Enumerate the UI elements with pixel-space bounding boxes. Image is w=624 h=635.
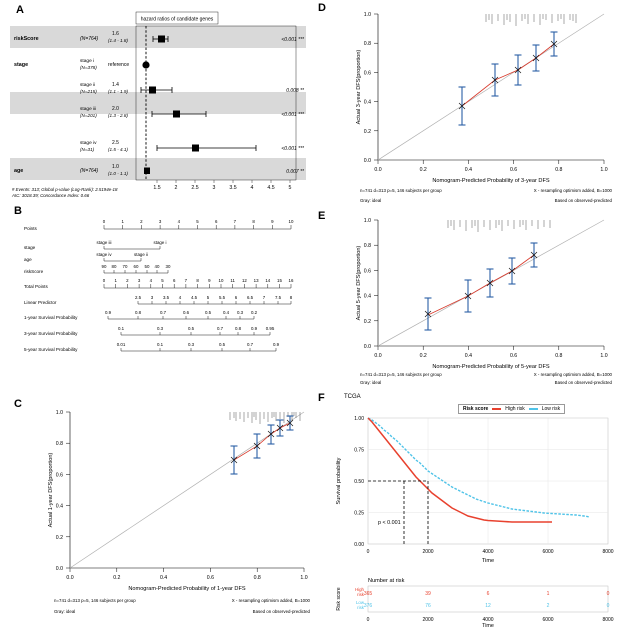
svg-text:age: age (24, 257, 32, 262)
svg-text:0.3: 0.3 (187, 342, 195, 347)
svg-text:0.4: 0.4 (363, 293, 371, 300)
svg-text:2: 2 (140, 219, 143, 224)
svg-text:<0.001 ***: <0.001 *** (281, 146, 304, 152)
risk-xlabel: Time (482, 623, 494, 627)
svg-text:3: 3 (137, 278, 141, 283)
panel-c (8, 398, 318, 628)
svg-text:1.0: 1.0 (112, 164, 119, 170)
svg-text:stage iv: stage iv (96, 252, 112, 257)
svg-text:0.2: 0.2 (55, 534, 63, 541)
svg-text:3: 3 (212, 185, 216, 191)
svg-text:0.8: 0.8 (253, 575, 261, 581)
svg-text:3.5: 3.5 (162, 295, 170, 300)
e-footer: n=741 d=313 p=5, 146 subjects per group X - resampling optimism added, B=1000 Gray: ideal Based on observed-predicted (360, 372, 612, 386)
svg-text:0.2: 0.2 (363, 128, 371, 135)
svg-text:9: 9 (271, 219, 274, 224)
c-xlabel: Nomogram-Predicted Probability of 1-year DFS (128, 586, 246, 592)
svg-text:1.6: 1.6 (112, 31, 119, 37)
svg-text:10: 10 (288, 219, 294, 224)
svg-text:0.6: 0.6 (363, 70, 371, 77)
svg-text:3: 3 (158, 219, 162, 224)
d-xlabel: Nomogram-Predicted Probability of 3-year DFS (432, 178, 550, 184)
svg-text:0.5: 0.5 (218, 342, 226, 347)
svg-text:8: 8 (196, 278, 199, 283)
svg-text:0.6: 0.6 (55, 472, 63, 479)
svg-text:5: 5 (196, 219, 199, 224)
svg-text:0.5: 0.5 (187, 326, 195, 331)
svg-text:0.50: 0.50 (354, 479, 364, 485)
svg-text:0.4: 0.4 (55, 503, 63, 510)
svg-text:9: 9 (208, 278, 211, 283)
calibration-d-svg (318, 2, 618, 187)
svg-text:0.2: 0.2 (113, 575, 121, 581)
svg-text:(1.0 - 1.1): (1.0 - 1.1) (108, 171, 128, 176)
svg-text:stage ii: stage ii (134, 252, 148, 257)
svg-text:0: 0 (366, 549, 370, 555)
svg-text:stage iv: stage iv (80, 141, 97, 146)
svg-text:<0.001 ***: <0.001 *** (281, 112, 304, 118)
svg-text:0.8: 0.8 (555, 353, 563, 359)
svg-text:4000: 4000 (482, 617, 494, 623)
svg-text:0: 0 (606, 591, 610, 597)
svg-text:6.5: 6.5 (246, 295, 254, 300)
svg-text:0.9: 0.9 (104, 310, 112, 315)
svg-text:(N=764): (N=764) (80, 36, 99, 42)
svg-text:0: 0 (102, 278, 106, 283)
svg-text:1.5: 1.5 (153, 185, 161, 191)
d-footer: n=741 d=313 p=5, 146 subjects per group X - resampling optimism added, B=1000 Gray: ideal Based on observed-predicted (360, 188, 612, 204)
svg-text:0.4: 0.4 (222, 310, 230, 315)
svg-text:5-year Survival Probability: 5-year Survival Probability (24, 347, 78, 352)
svg-text:16: 16 (288, 278, 294, 283)
svg-text:2000: 2000 (422, 549, 434, 555)
svg-text:4: 4 (149, 278, 153, 283)
svg-text:0.0: 0.0 (374, 353, 382, 359)
svg-text:6: 6 (234, 295, 238, 300)
svg-text:1.00: 1.00 (354, 416, 364, 422)
panel-a-label: A (16, 4, 24, 16)
svg-text:0.75: 0.75 (354, 447, 364, 454)
svg-text:0.01: 0.01 (116, 342, 126, 347)
svg-text:(N=215): (N=215) (80, 89, 97, 94)
svg-text:0.3: 0.3 (156, 326, 164, 331)
svg-text:1-year Survival Probability: 1-year Survival Probability (24, 315, 78, 320)
svg-text:0.2: 0.2 (419, 167, 427, 173)
svg-text:90: 90 (101, 264, 107, 269)
svg-text:8000: 8000 (602, 617, 614, 623)
panel-b (8, 205, 308, 390)
svg-text:Low: Low (355, 600, 364, 605)
svg-text:stage: stage (24, 245, 36, 250)
svg-text:4: 4 (177, 219, 181, 224)
svg-text:(N=378): (N=378) (80, 65, 97, 70)
svg-text:2: 2 (174, 185, 178, 191)
calibration-c-svg (8, 398, 318, 598)
svg-text:376: 376 (363, 603, 373, 609)
svg-text:6000: 6000 (542, 617, 554, 623)
svg-text:0.8: 0.8 (134, 310, 142, 315)
svg-text:15: 15 (277, 278, 282, 283)
risk-axis-label: Risk score (336, 587, 342, 611)
c-ylabel: Actual 1-year DFS(proportion) (48, 452, 54, 528)
svg-text:0.8: 0.8 (55, 441, 63, 448)
svg-text:0.6: 0.6 (206, 575, 215, 581)
panel-d-label: D (318, 2, 326, 14)
svg-text:7: 7 (233, 219, 237, 224)
svg-text:hazard ratios of candidate gen: hazard ratios of candidate genes (140, 16, 214, 23)
svg-text:0: 0 (606, 603, 610, 609)
svg-text:70: 70 (122, 264, 128, 269)
calibration-e-svg (318, 210, 618, 370)
nomogram-svg (8, 205, 308, 390)
svg-text:0.2: 0.2 (250, 310, 258, 315)
svg-text:0: 0 (102, 219, 106, 224)
svg-text:0.0: 0.0 (363, 344, 371, 350)
svg-text:(N=31): (N=31) (80, 147, 95, 152)
c-footer: n=741 d=313 p=5, 146 subjects per group X - resampling optimism added, B=1000 Gray: ideal Based on observed-predicted (54, 598, 310, 615)
svg-text:0.2: 0.2 (419, 353, 427, 359)
svg-text:1.0: 1.0 (600, 353, 608, 359)
svg-text:1.0: 1.0 (363, 12, 371, 18)
svg-text:8: 8 (289, 295, 293, 300)
svg-text:5: 5 (206, 295, 210, 300)
svg-text:(1.1 - 1.9): (1.1 - 1.9) (108, 89, 128, 94)
svg-text:stage iii: stage iii (96, 240, 112, 245)
svg-text:8000: 8000 (602, 549, 614, 555)
svg-text:0.1: 0.1 (117, 326, 125, 331)
svg-text:(1.5 - 4.1): (1.5 - 4.1) (108, 147, 128, 152)
svg-text:0.0: 0.0 (374, 167, 382, 173)
forest-plot-svg (8, 4, 308, 194)
legend-label-high: High risk (505, 406, 525, 412)
svg-text:76: 76 (425, 603, 431, 609)
svg-text:0.9: 0.9 (272, 342, 280, 347)
svg-text:Linear Predictor: Linear Predictor (24, 300, 57, 305)
svg-text:0.25: 0.25 (354, 510, 364, 517)
svg-text:reference: reference (108, 62, 130, 68)
svg-text:4000: 4000 (482, 549, 494, 555)
svg-text:1: 1 (114, 278, 117, 283)
svg-text:0.7: 0.7 (159, 310, 167, 315)
svg-text:stage ii: stage ii (80, 83, 96, 88)
svg-text:1: 1 (546, 591, 550, 597)
svg-text:0.6: 0.6 (363, 268, 371, 275)
svg-text:0.8: 0.8 (234, 326, 242, 331)
svg-text:age: age (14, 168, 24, 174)
svg-text:2.0: 2.0 (112, 106, 119, 112)
panel-a (8, 4, 308, 199)
forest-footer: # Events: 313; Global p-value (Log-Rank): 2.5194e-18 AIC: 3018.39; Concordance Index: 0.66 (12, 187, 118, 199)
km-legend-title: Risk score (463, 406, 489, 412)
svg-text:7: 7 (184, 278, 188, 283)
km-xlabel: Time (481, 558, 495, 564)
panel-b-label: B (14, 205, 22, 217)
svg-text:0.0: 0.0 (66, 575, 74, 581)
svg-text:2.5: 2.5 (191, 185, 199, 191)
svg-text:(1.4 - 1.8): (1.4 - 1.8) (108, 38, 128, 43)
svg-text:3: 3 (150, 295, 154, 300)
svg-text:stage: stage (14, 62, 29, 68)
svg-text:stage i: stage i (153, 240, 167, 245)
svg-text:0.4: 0.4 (363, 99, 371, 106)
svg-text:0.4: 0.4 (159, 575, 168, 581)
svg-text:39: 39 (425, 591, 431, 597)
risk-table-title: Number at risk (368, 578, 405, 584)
svg-text:0.3: 0.3 (236, 310, 244, 315)
svg-text:Points: Points (24, 226, 37, 231)
svg-text:4.5: 4.5 (190, 295, 198, 300)
svg-text:0.0: 0.0 (55, 566, 63, 572)
svg-text:riskScore: riskScore (24, 269, 44, 274)
svg-text:1.0: 1.0 (363, 218, 371, 224)
svg-text:1.0: 1.0 (300, 575, 308, 581)
svg-text:5: 5 (288, 185, 292, 191)
svg-text:365: 365 (363, 591, 373, 597)
svg-text:12: 12 (241, 278, 247, 283)
km-title: TCGA (344, 394, 361, 400)
svg-text:riskScore: riskScore (14, 36, 39, 42)
svg-text:60: 60 (133, 264, 139, 269)
svg-text:0.8: 0.8 (555, 167, 563, 173)
svg-text:10: 10 (218, 278, 224, 283)
svg-text:risk: risk (357, 605, 364, 610)
svg-text:2: 2 (546, 603, 550, 609)
svg-text:1: 1 (121, 219, 124, 224)
svg-text:0.6: 0.6 (509, 353, 518, 359)
svg-text:0.5: 0.5 (204, 310, 212, 315)
svg-text:Total Points: Total Points (24, 284, 48, 289)
svg-text:0.6: 0.6 (182, 310, 190, 315)
svg-text:30: 30 (165, 264, 171, 269)
svg-text:50: 50 (144, 264, 150, 269)
svg-text:6: 6 (214, 219, 218, 224)
svg-text:0.008 **: 0.008 ** (286, 88, 304, 94)
svg-text:4: 4 (250, 185, 254, 191)
e-ylabel: Actual 5-year DFS(proportion) (356, 245, 362, 321)
svg-text:7.5: 7.5 (274, 295, 282, 300)
panel-e (318, 210, 618, 390)
svg-text:0.7: 0.7 (216, 326, 224, 331)
km-pvalue: p < 0.001 (378, 520, 401, 526)
svg-text:14: 14 (265, 278, 271, 283)
svg-text:6000: 6000 (542, 549, 554, 555)
svg-text:High: High (354, 587, 364, 592)
svg-text:4.5: 4.5 (267, 185, 275, 191)
svg-text:0.00: 0.00 (354, 542, 364, 548)
svg-text:2.5: 2.5 (134, 295, 142, 300)
svg-text:11: 11 (230, 278, 235, 283)
svg-text:0.7: 0.7 (246, 342, 254, 347)
svg-text:7: 7 (262, 295, 266, 300)
panel-e-label: E (318, 210, 326, 222)
svg-text:6: 6 (486, 591, 490, 597)
svg-text:13: 13 (253, 278, 259, 283)
km-ylabel: Survival probability (336, 457, 342, 505)
svg-text:0.4: 0.4 (464, 353, 473, 359)
svg-text:0.95: 0.95 (265, 326, 275, 331)
e-xlabel: Nomogram-Predicted Probability of 5-year DFS (432, 364, 550, 370)
svg-text:stage i: stage i (80, 59, 95, 64)
svg-text:3-year Survival Probability: 3-year Survival Probability (24, 331, 78, 336)
panel-c-label: C (14, 398, 22, 410)
legend-label-low: Low risk (541, 406, 561, 412)
svg-text:6: 6 (172, 278, 176, 283)
svg-text:stage iii: stage iii (80, 107, 97, 112)
panel-f-label: F (318, 392, 325, 404)
km-plot-svg (318, 392, 624, 627)
svg-text:(1.3 - 2.8): (1.3 - 2.8) (108, 113, 128, 118)
panel-f (318, 392, 624, 632)
d-ylabel: Actual 3-year DFS(proportion) (356, 49, 362, 125)
svg-text:1.4: 1.4 (112, 82, 119, 88)
svg-text:0.0: 0.0 (363, 158, 371, 164)
svg-text:80: 80 (111, 264, 117, 269)
panel-d (318, 2, 618, 207)
svg-text:0: 0 (366, 617, 370, 623)
svg-text:40: 40 (154, 264, 160, 269)
svg-text:(N=201): (N=201) (80, 113, 97, 118)
svg-text:1.0: 1.0 (55, 410, 63, 416)
svg-text:(N=764): (N=764) (80, 168, 99, 174)
svg-text:0.8: 0.8 (363, 41, 371, 48)
svg-text:0.007 **: 0.007 ** (286, 169, 304, 175)
svg-text:0.1: 0.1 (156, 342, 164, 347)
svg-text:0.2: 0.2 (363, 318, 371, 325)
svg-text:8: 8 (252, 219, 255, 224)
svg-text:2.5: 2.5 (112, 140, 119, 146)
svg-text:<0.001 ***: <0.001 *** (281, 37, 304, 43)
svg-text:0.6: 0.6 (509, 167, 518, 173)
svg-text:risk: risk (357, 592, 364, 597)
svg-text:5: 5 (161, 278, 164, 283)
svg-text:12: 12 (485, 603, 491, 609)
svg-text:2: 2 (126, 278, 129, 283)
svg-text:3.5: 3.5 (229, 185, 237, 191)
svg-text:2000: 2000 (422, 617, 434, 623)
svg-text:0.8: 0.8 (363, 243, 371, 250)
svg-text:1.0: 1.0 (600, 167, 608, 173)
svg-text:4: 4 (178, 295, 182, 300)
svg-text:0.9: 0.9 (250, 326, 258, 331)
svg-text:0.4: 0.4 (464, 167, 473, 173)
svg-text:5.5: 5.5 (218, 295, 226, 300)
